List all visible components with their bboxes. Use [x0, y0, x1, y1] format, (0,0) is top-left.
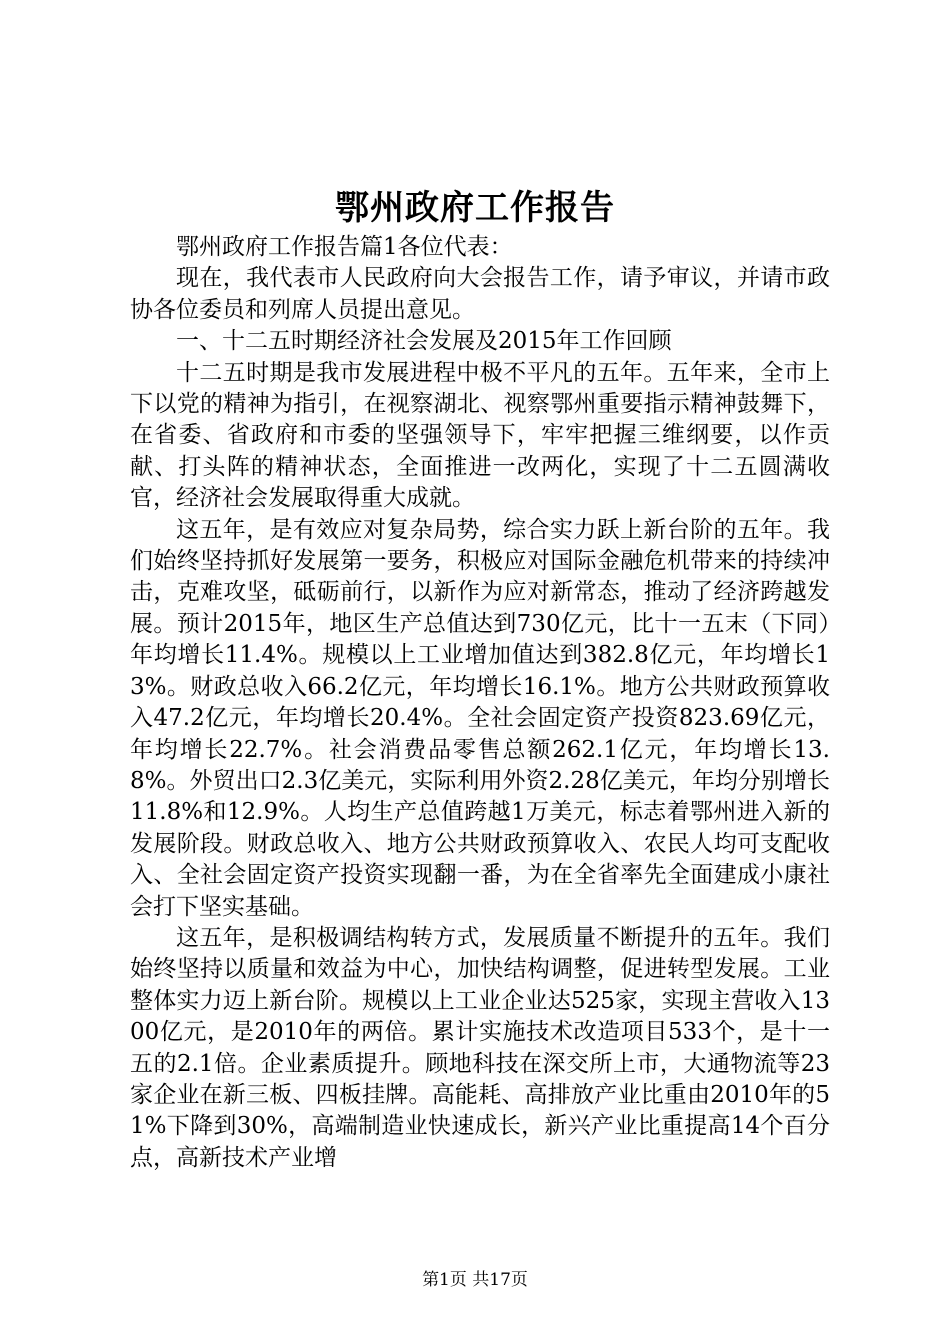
- paragraph-opening: 现在，我代表市人民政府向大会报告工作，请予审议，并请市政协各位委员和列席人员提出意见。: [130, 265, 830, 323]
- paragraph-strength: 这五年，是有效应对复杂局势，综合实力跃上新台阶的五年。我们始终坚持抓好发展第一要务，积极应对国际金融危机带来的持续冲击，克难攻坚，砥砺前行，以新作为应对新常态，推动了经济跨越发展。预计2015年，地区生产总值达到730亿元，比十一五末（下同）年均增长11.4%。规模以上工业增加值达到382.8亿元，年均增长13%。财政总收入66.2亿元，年均增长16.1%。地方公共财政预算收入47.2亿元，年均增长20.4%。全社会固定资产投资823.69亿元，年均增长22.7%。社会消费品零售总额262.1亿元，年均增长13.8%。外贸出口2.3亿美元，实际利用外资2.28亿美元，年均分别增长11.8%和12.9%。人均生产总值跨越1万美元，标志着鄂州进入新的发展阶段。财政总收入、地方公共财政预算收入、农民人均可支配收入、全社会固定资产投资实现翻一番，为在全省率先全面建成小康社会打下坚实基础。: [130, 516, 830, 920]
- paragraph-structure: 这五年，是积极调结构转方式，发展质量不断提升的五年。我们始终坚持以质量和效益为中心，加快结构调整，促进转型发展。工业整体实力迈上新台阶。规模以上工业企业达525家，实现主营收入1300亿元，是2010年的两倍。累计实施技术改造项目533个，是十一五的2.1倍。企业素质提升。顾地科技在深交所上市，大通物流等23家企业在新三板、四板挂牌。高能耗、高排放产业比重由2010年的51%下降到30%，高端制造业快速成长，新兴产业比重提高14个百分点，高新技术产业增: [130, 924, 830, 1171]
- section-heading: 一、十二五时期经济社会发展及2015年工作回顾: [176, 328, 672, 355]
- document-body: [130, 232, 830, 1174]
- paragraph-review: 十二五时期是我市发展进程中极不平凡的五年。五年来，全市上下以党的精神为指引，在视察湖北、视察鄂州重要指示精神鼓舞下，在省委、省政府和市委的坚强领导下，牢牢把握三维纲要，以作贡献、打头阵的精神状态，全面推进一改两化，实现了十二五圆满收官，经济社会发展取得重大成就。: [130, 359, 830, 512]
- document-title: 鄂州政府工作报告: [335, 188, 615, 228]
- paragraph-greeting: 鄂州政府工作报告篇1各位代表：: [176, 234, 513, 260]
- page-footer: 第1页 共17页: [422, 1270, 528, 1290]
